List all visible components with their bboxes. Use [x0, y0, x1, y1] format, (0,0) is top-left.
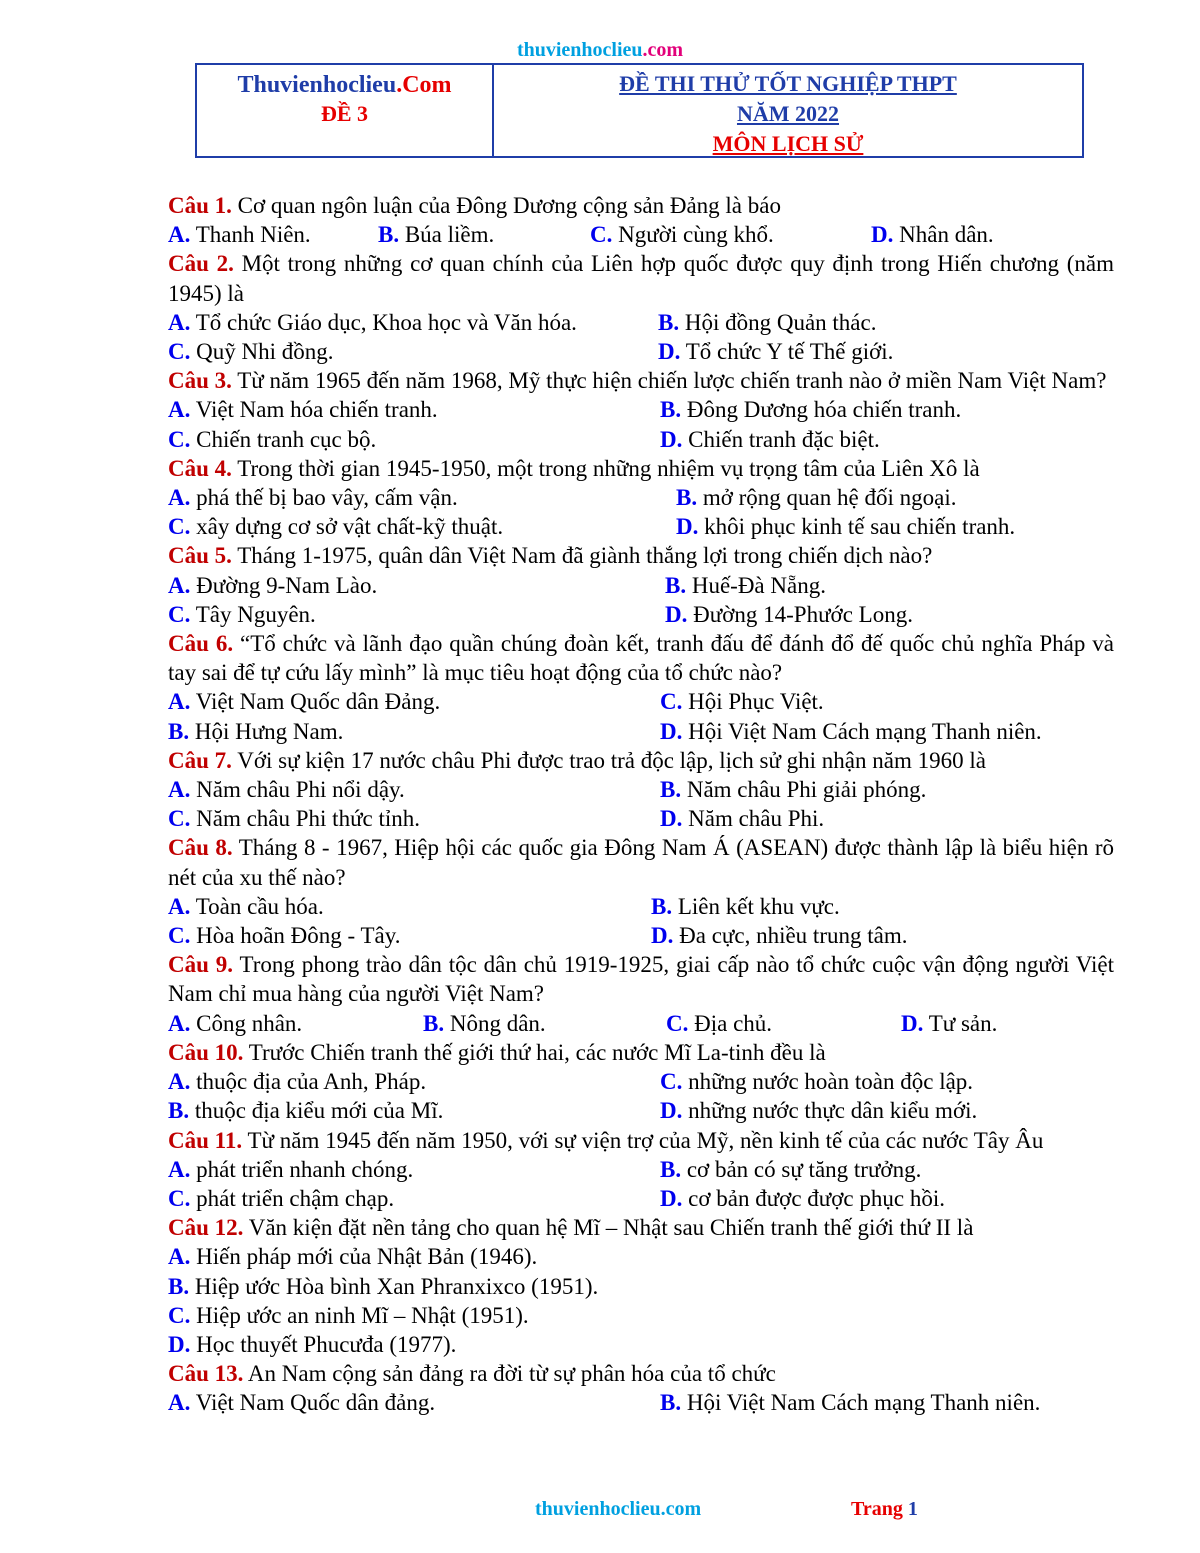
answer-option[interactable]: [651, 921, 907, 950]
answer-option[interactable]: [168, 1242, 537, 1271]
page-number: [851, 1498, 918, 1521]
answer-option[interactable]: [168, 804, 660, 833]
answer-option[interactable]: [168, 512, 676, 541]
option-text: Việt Nam Quốc dân đảng.: [190, 1390, 436, 1416]
option-letter: D.: [676, 514, 699, 540]
option-text: Toàn cầu hóa.: [190, 893, 324, 919]
option-text: Hội Việt Nam Cách mạng Thanh niên.: [682, 718, 1042, 744]
option-text: thuộc địa kiểu mới của Mĩ.: [189, 1098, 444, 1124]
question-text: Một trong những cơ quan chính của Liên hợp quốc được quy định trong Hiến chương (năm 1945) là: [168, 251, 1114, 306]
answer-option[interactable]: [168, 220, 378, 249]
answer-option[interactable]: [168, 921, 651, 950]
question-text: Trong thời gian 1945-1950, một trong những nhiệm vụ trọng tâm của Liên Xô là: [231, 455, 980, 481]
brand-suffix: .Com: [396, 72, 452, 98]
option-text: Hiệp ước Hòa bình Xan Phranxixco (1951).: [189, 1273, 599, 1299]
footer-site-link[interactable]: thuvienhoclieu.com: [535, 1498, 702, 1520]
exam-title-line2: NĂM 2022: [736, 101, 840, 126]
option-text: những nước thực dân kiểu mới.: [682, 1098, 978, 1124]
answer-option[interactable]: [168, 892, 651, 921]
option-row: [168, 1388, 1114, 1417]
option-text: Tây Nguyên.: [190, 601, 316, 627]
option-text: Người cùng khổ.: [612, 222, 774, 248]
answer-option[interactable]: [660, 1155, 921, 1184]
option-row: [168, 512, 1114, 541]
option-letter: A.: [168, 572, 191, 598]
answer-option[interactable]: [168, 1330, 456, 1359]
option-text: Năm châu Phi.: [682, 806, 825, 832]
question-list: [168, 191, 1114, 1418]
question-number: Câu 11.: [168, 1127, 243, 1153]
question-text: Tháng 1-1975, quân dân Việt Nam đã giành thắng lợi trong chiến dịch nào?: [231, 543, 933, 569]
answer-option[interactable]: [660, 1184, 945, 1213]
option-letter: B.: [660, 1156, 682, 1182]
option-letter: B.: [665, 572, 687, 598]
question-stem: [168, 541, 1114, 570]
question-stem: [168, 746, 1114, 775]
option-letter: D.: [665, 601, 688, 627]
option-letter: D.: [660, 806, 683, 832]
question-number: Câu 6.: [168, 631, 234, 657]
option-letter: D.: [168, 1331, 191, 1357]
answer-option[interactable]: [901, 1009, 997, 1038]
option-row: [168, 483, 1114, 512]
top-site-link[interactable]: [0, 38, 1200, 62]
option-text: mở rộng quan hệ đối ngoại.: [697, 485, 957, 511]
option-letter: D.: [660, 1098, 683, 1124]
question-text: Với sự kiện 17 nước châu Phi được trao trả độc lập, lịch sử ghi nhận năm 1960 là: [231, 747, 986, 773]
answer-option[interactable]: [168, 687, 660, 716]
answer-option[interactable]: [871, 220, 994, 249]
question-text: Từ năm 1965 đến năm 1968, Mỹ thực hiện chiến lược chiến tranh nào ở miền Nam Việt Nam?: [231, 368, 1107, 394]
answer-option[interactable]: [168, 337, 658, 366]
option-text: Hiến pháp mới của Nhật Bản (1946).: [190, 1244, 538, 1270]
option-text: phát triển chậm chạp.: [190, 1185, 395, 1211]
answer-option[interactable]: [168, 1155, 660, 1184]
option-text: Năm châu Phi giải phóng.: [681, 777, 927, 803]
answer-option[interactable]: [168, 1184, 660, 1213]
option-text: Quỹ Nhi đồng.: [190, 339, 334, 365]
option-row: [168, 1067, 1114, 1096]
answer-option[interactable]: [168, 483, 676, 512]
answer-option[interactable]: [168, 1096, 660, 1125]
option-letter: C.: [168, 1302, 191, 1328]
option-text: Hòa hoãn Đông - Tây.: [190, 923, 401, 949]
exam-subject: MÔN LỊCH SỬ: [712, 131, 864, 156]
option-row: [168, 1155, 1114, 1184]
answer-option[interactable]: [168, 308, 658, 337]
answer-option[interactable]: [658, 337, 893, 366]
option-text: Búa liềm.: [399, 222, 495, 248]
exam-title-line1: ĐỀ THI THỬ TỐT NGHIỆP THPT: [619, 71, 957, 96]
answer-option[interactable]: [423, 1009, 666, 1038]
question-text: Trước Chiến tranh thế giới thứ hai, các nước Mĩ La-tinh đều là: [243, 1039, 826, 1065]
option-row: [168, 687, 1114, 716]
option-text: Liên kết khu vực.: [672, 893, 840, 919]
option-text: Năm châu Phi thức tỉnh.: [190, 806, 421, 832]
answer-option[interactable]: [660, 1388, 1040, 1417]
option-row: [168, 571, 1114, 600]
option-letter: A.: [168, 1010, 191, 1036]
option-text: cơ bản có sự tăng trưởng.: [681, 1156, 922, 1182]
question-number: Câu 9.: [168, 952, 234, 978]
option-letter: D.: [660, 1185, 683, 1211]
question-text: Trong phong trào dân tộc dân chủ 1919-1925, giai cấp nào tổ chức cuộc vận động người Việt Nam chỉ mua hàng của người Việt Nam?: [168, 952, 1115, 1007]
brand-name: Thuvienhoclieu: [237, 72, 397, 98]
brand: [197, 71, 492, 100]
option-text: Công nhân.: [190, 1010, 303, 1036]
option-row: [168, 921, 1114, 950]
option-row: [168, 1272, 1114, 1301]
option-text: Đường 14-Phước Long.: [687, 601, 913, 627]
option-letter: B.: [168, 1273, 190, 1299]
answer-option[interactable]: [168, 1388, 660, 1417]
option-row: [168, 1330, 1114, 1359]
question-number: Câu 5.: [168, 543, 232, 569]
option-text: Đông Dương hóa chiến tranh.: [681, 397, 962, 423]
question-text: An Nam cộng sản đảng ra đời từ sự phân hóa của tổ chức: [243, 1361, 776, 1387]
option-text: Thanh Niên.: [190, 222, 311, 248]
question-stem: [168, 833, 1114, 891]
option-letter: A.: [168, 1156, 191, 1182]
answer-option[interactable]: [660, 1067, 973, 1096]
option-letter: A.: [168, 309, 191, 335]
header-left: [197, 65, 494, 156]
option-letter: B.: [660, 777, 682, 803]
option-text: Nhân dân.: [893, 222, 994, 248]
answer-option[interactable]: [660, 804, 824, 833]
option-row: [168, 600, 1114, 629]
option-letter: A.: [168, 777, 191, 803]
option-text: Năm châu Phi nổi dậy.: [190, 777, 405, 803]
answer-option[interactable]: [168, 395, 660, 424]
option-letter: C.: [168, 806, 191, 832]
option-letter: A.: [168, 485, 191, 511]
option-letter: A.: [168, 1390, 191, 1416]
option-row: [168, 220, 1114, 249]
question-text: Tháng 8 - 1967, Hiệp hội các quốc gia Đông Nam Á (ASEAN) được thành lập là biểu hiện rõ nét của xu thế nào?: [168, 835, 1114, 890]
option-letter: B.: [658, 309, 680, 335]
option-row: [168, 425, 1114, 454]
header-right: [494, 65, 1082, 156]
question-number: Câu 2.: [168, 251, 234, 277]
option-letter: C.: [168, 339, 191, 365]
answer-option[interactable]: [660, 775, 926, 804]
question-number: Câu 7.: [168, 747, 232, 773]
option-text: Huế-Đà Nẵng.: [686, 572, 826, 598]
option-letter: C.: [168, 923, 191, 949]
page-label: Trang: [851, 1498, 908, 1520]
option-letter: C.: [168, 601, 191, 627]
option-letter: D.: [901, 1010, 924, 1036]
option-text: Tổ chức Y tế Thế giới.: [680, 339, 894, 365]
option-row: [168, 892, 1114, 921]
top-site-name: thuvienhoclieu: [516, 39, 643, 61]
option-text: Chiến tranh cục bộ.: [190, 426, 377, 452]
option-text: Tổ chức Giáo dục, Khoa học và Văn hóa.: [190, 309, 577, 335]
option-row: [168, 1242, 1114, 1271]
answer-option[interactable]: [168, 1009, 423, 1038]
option-text: Học thuyết Phucưđa (1977).: [190, 1331, 457, 1357]
option-row: [168, 775, 1114, 804]
option-text: Đa cực, nhiều trung tâm.: [673, 923, 908, 949]
option-letter: B.: [676, 485, 698, 511]
question-text: Từ năm 1945 đến năm 1950, với sự viện trợ của Mỹ, nền kinh tế của các nước Tây Âu: [242, 1127, 1044, 1153]
answer-option[interactable]: [660, 1096, 977, 1125]
option-text: Hội Phục Việt.: [682, 689, 824, 715]
question-text: Văn kiện đặt nền tảng cho quan hệ Mĩ – Nhật sau Chiến tranh thế giới thứ II là: [243, 1215, 974, 1241]
option-text: Địa chủ.: [688, 1010, 773, 1036]
option-letter: C.: [168, 1185, 191, 1211]
option-row: [168, 1184, 1114, 1213]
question-stem: [168, 366, 1114, 395]
question-number: Câu 1.: [168, 193, 232, 218]
answer-option[interactable]: [665, 571, 826, 600]
question-stem: [168, 1213, 1114, 1242]
question-number: Câu 10.: [168, 1039, 244, 1065]
option-text: Việt Nam hóa chiến tranh.: [190, 397, 438, 423]
option-row: [168, 1009, 1114, 1038]
option-letter: B.: [168, 1098, 190, 1124]
option-letter: C.: [660, 1069, 683, 1095]
option-text: Hội Hưng Nam.: [189, 718, 344, 744]
option-text: cơ bản được được phục hồi.: [682, 1185, 945, 1211]
option-letter: B.: [651, 893, 673, 919]
answer-option[interactable]: [168, 571, 665, 600]
option-text: Hội Việt Nam Cách mạng Thanh niên.: [681, 1390, 1041, 1416]
answer-option[interactable]: [676, 483, 956, 512]
answer-option[interactable]: [660, 425, 880, 454]
option-text: phát triển nhanh chóng.: [190, 1156, 414, 1182]
question-text: Cơ quan ngôn luận của Đông Dương cộng sản Đảng là báo: [231, 193, 781, 218]
answer-option[interactable]: [665, 600, 913, 629]
option-letter: D.: [871, 222, 894, 248]
option-letter: B.: [423, 1010, 445, 1036]
question-stem: [168, 629, 1114, 687]
question-text: “Tổ chức và lãnh đạo quần chúng đoàn kết, tranh đấu để đánh đổ đế quốc chủ nghĩa Pháp và tay sai để tự cứu lấy mình” là mục tiêu hoạt động của tổ chức nào?: [168, 631, 1114, 686]
option-letter: A.: [168, 397, 191, 423]
question-number: Câu 13.: [168, 1361, 244, 1387]
page-footer: [0, 1498, 1200, 1528]
option-letter: A.: [168, 1244, 191, 1270]
question-number: Câu 12.: [168, 1215, 244, 1241]
answer-option[interactable]: [660, 717, 1042, 746]
answer-option[interactable]: [658, 308, 876, 337]
option-text: Việt Nam Quốc dân Đảng.: [190, 689, 441, 715]
option-row: [168, 1301, 1114, 1330]
question-number: Câu 4.: [168, 455, 232, 481]
answer-option[interactable]: [676, 512, 1015, 541]
page-number-value: 1: [907, 1498, 918, 1520]
option-letter: D.: [660, 426, 683, 452]
option-row: [168, 395, 1114, 424]
answer-option[interactable]: [168, 717, 660, 746]
option-row: [168, 804, 1114, 833]
option-letter: C.: [168, 514, 191, 540]
option-text: Tư sản.: [923, 1010, 998, 1036]
question-stem: [168, 454, 1114, 483]
option-text: Nông dân.: [444, 1010, 546, 1036]
exam-header: [195, 63, 1084, 158]
option-letter: D.: [660, 718, 683, 744]
question-stem: [168, 249, 1114, 307]
exam-code: ĐỀ 3: [320, 101, 369, 126]
option-text: khôi phục kinh tế sau chiến tranh.: [698, 514, 1016, 540]
option-letter: A.: [168, 1069, 191, 1095]
question-number: Câu 8.: [168, 835, 233, 861]
option-letter: B.: [660, 397, 682, 423]
option-letter: C.: [168, 426, 191, 452]
top-site-domain: .com: [642, 39, 684, 61]
answer-option[interactable]: [378, 220, 590, 249]
answer-option[interactable]: [660, 395, 961, 424]
option-letter: B.: [660, 1390, 682, 1416]
question-stem: [168, 1038, 1114, 1067]
option-letter: C.: [660, 689, 683, 715]
option-letter: A.: [168, 893, 191, 919]
option-letter: A.: [168, 689, 191, 715]
answer-option[interactable]: [168, 1067, 660, 1096]
answer-option[interactable]: [168, 1301, 529, 1330]
question-stem: [168, 950, 1114, 1008]
option-letter: C.: [666, 1010, 689, 1036]
answer-option[interactable]: [590, 220, 871, 249]
answer-option[interactable]: [666, 1009, 901, 1038]
option-text: Hội đồng Quản thác.: [679, 309, 877, 335]
question-stem: [168, 1126, 1114, 1155]
option-letter: A.: [168, 222, 191, 248]
option-row: [168, 1096, 1114, 1125]
option-text: những nước hoàn toàn độc lập.: [682, 1069, 974, 1095]
answer-option[interactable]: [168, 600, 665, 629]
option-text: Chiến tranh đặc biệt.: [682, 426, 880, 452]
answer-option[interactable]: [660, 687, 824, 716]
option-text: xây dựng cơ sở vật chất-kỹ thuật.: [190, 514, 504, 540]
option-row: [168, 308, 1114, 337]
option-text: Hiệp ước an ninh Mĩ – Nhật (1951).: [190, 1302, 529, 1328]
answer-option[interactable]: [168, 775, 660, 804]
option-letter: B.: [378, 222, 400, 248]
question-stem: [168, 1359, 1114, 1388]
option-letter: D.: [651, 923, 674, 949]
answer-option[interactable]: [168, 1272, 598, 1301]
answer-option[interactable]: [651, 892, 840, 921]
option-text: phá thế bị bao vây, cấm vận.: [190, 485, 458, 511]
question-stem: [168, 191, 1114, 220]
option-text: thuộc địa của Anh, Pháp.: [190, 1069, 427, 1095]
option-letter: B.: [168, 718, 190, 744]
option-letter: D.: [658, 339, 681, 365]
option-text: Đường 9-Nam Lào.: [190, 572, 378, 598]
option-letter: C.: [590, 222, 613, 248]
option-row: [168, 337, 1114, 366]
answer-option[interactable]: [168, 425, 660, 454]
option-row: [168, 717, 1114, 746]
question-number: Câu 3.: [168, 368, 232, 394]
